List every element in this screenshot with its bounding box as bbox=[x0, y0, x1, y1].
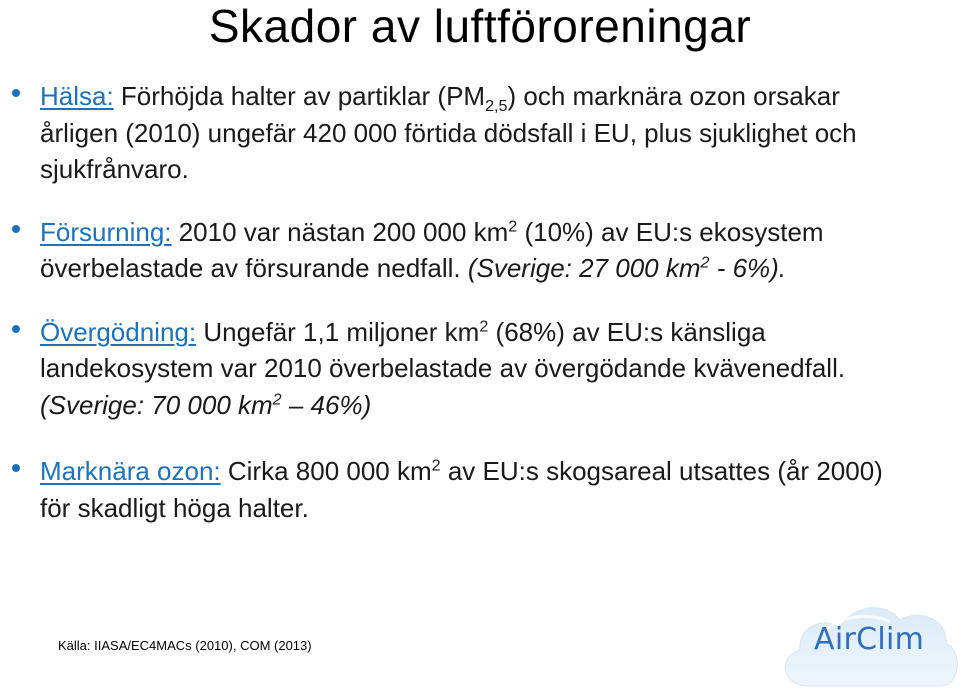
italic-note: - 6%). bbox=[709, 253, 787, 283]
keyword-overgodning: Övergödning: bbox=[40, 316, 197, 347]
bullet-marknara-ozon bbox=[12, 453, 892, 526]
superscript: 2 bbox=[508, 216, 518, 235]
bullet-text: av EU:s skogsareal utsattes (år 2000) för skadligt höga halter. bbox=[40, 456, 883, 523]
keyword-halsa: Hälsa: bbox=[40, 81, 114, 111]
superscript: 2 bbox=[272, 389, 282, 408]
bullet-text: Förhöjda halter av partiklar (PM bbox=[113, 81, 486, 111]
source-note: Källa: IIASA/EC4MACs (2010), COM (2013) bbox=[58, 638, 312, 653]
bullet-forsurning bbox=[12, 214, 892, 287]
bullet-overgodning bbox=[12, 314, 892, 424]
bullet-text: Ungefär 1,1 miljoner km bbox=[196, 316, 480, 347]
keyword-marknara-ozon: Marknära ozon: bbox=[40, 456, 221, 486]
bullet-dot-icon bbox=[12, 325, 20, 333]
superscript: 2 bbox=[479, 316, 489, 335]
bullet-text: Cirka 800 000 km bbox=[220, 456, 432, 486]
bullet-text: (68%) av EU:s känsliga landekosystem var 2010 överbelastade av övergödande kvävenedfall. bbox=[40, 316, 846, 383]
bullet-halsa bbox=[12, 78, 892, 188]
bullet-list bbox=[12, 78, 892, 526]
page-title: Skador av luftföroreningar bbox=[208, 0, 752, 52]
italic-note: (Sverige: 27 000 km bbox=[467, 253, 701, 283]
bullet-dot-icon bbox=[12, 89, 20, 97]
bullet-text: ) och marknära ozon orsakar årligen (2010) ungefär 420 000 förtida dödsfall i EU, plus sjuklighet och sjukfrånvaro. bbox=[40, 81, 857, 184]
subscript: 2,5 bbox=[485, 97, 508, 116]
logo-text: AirClim bbox=[814, 622, 925, 657]
airclim-logo bbox=[770, 586, 960, 691]
bullet-dot-icon bbox=[12, 464, 20, 472]
keyword-forsurning: Försurning: bbox=[40, 216, 172, 247]
bullet-text: (10%) av EU:s ekosystem överbelastade av försurande nedfall. bbox=[40, 216, 824, 283]
italic-note: – 46%) bbox=[281, 389, 372, 420]
bullet-dot-icon bbox=[12, 225, 20, 233]
bullet-text: 2010 var nästan 200 000 km bbox=[171, 216, 509, 247]
superscript: 2 bbox=[431, 456, 441, 475]
superscript: 2 bbox=[700, 253, 710, 272]
italic-note: (Sverige: 70 000 km bbox=[40, 389, 273, 420]
